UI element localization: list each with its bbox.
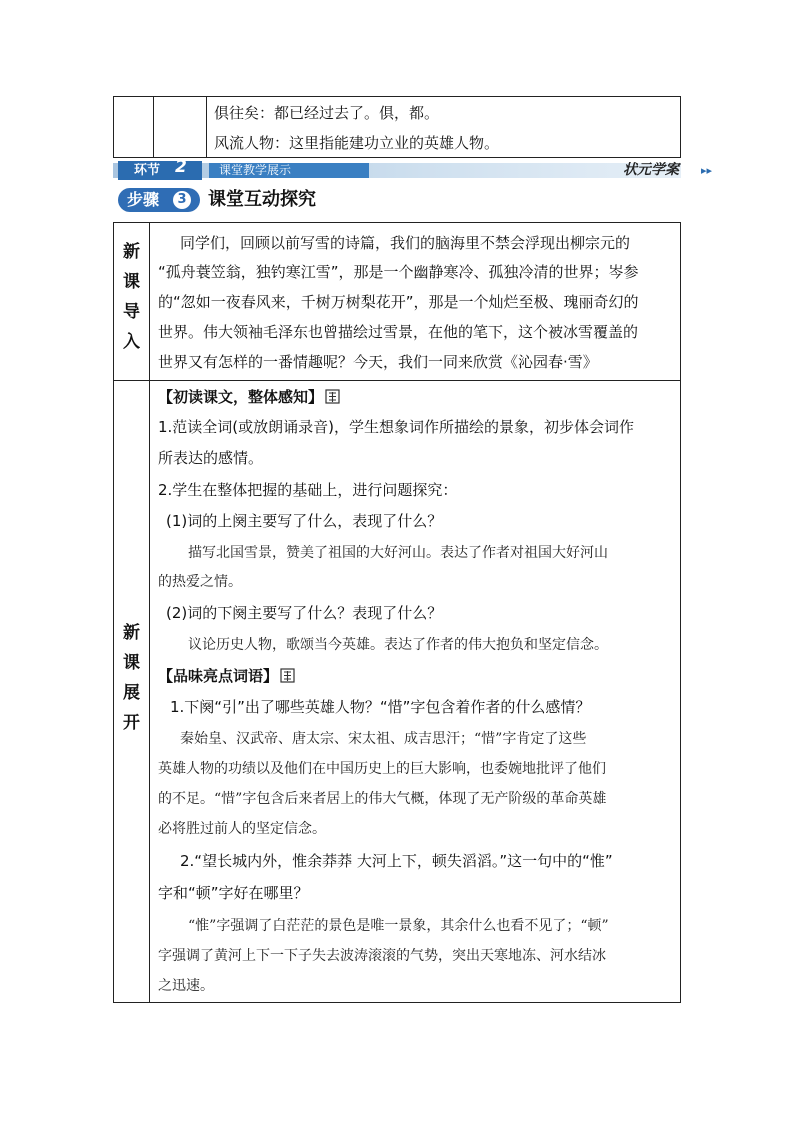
develop-label-char: 课 [123, 653, 140, 673]
question-2: (2)词的下阕主要写了什么？表现了什么？ [166, 604, 443, 622]
double-arrow-icon: ▸▸ [701, 164, 713, 177]
question-3: 1.下阕“引”出了哪些英雄人物？“惜”字包含着作者的什么感情？ [170, 698, 591, 716]
note-fengliurenwu: 风流人物：这里指能建功立业的英雄人物。 [214, 134, 500, 152]
section-title-word-appreciation [158, 665, 295, 686]
answer-3-line: 英雄人物的功绩以及他们在中国历史上的巨大影响，也委婉地批评了他们 [158, 761, 606, 777]
section-title-first-reading [158, 386, 340, 407]
intro-line: 同学们，回顾以前写雪的诗篇，我们的脑海里不禁会浮现出柳宗元的 [180, 234, 631, 252]
banner-show-label: 课堂教学展示 [209, 163, 369, 178]
item-1-line: 1.范读全词(或放朗诵录音)，学生想象词作所描绘的景象，初步体会词作 [158, 418, 635, 436]
row-divider [114, 380, 680, 381]
answer-4-line: “惟”字强调了白茫茫的景色是唯一景象，其余什么也看不见了；“顿” [188, 918, 609, 934]
answer-1-line: 描写北国雪景，赞美了祖国的大好河山。表达了作者对祖国大好河山 [188, 545, 608, 561]
section-title-text: 【初读课文，整体感知】 [158, 388, 324, 406]
answer-4-line: 之迅速。 [158, 978, 214, 994]
answer-4-line: 字强调了黄河上下一下子失去波涛滚滚的气势，突出天寒地冻、河水结冰 [158, 948, 606, 964]
top-table-cell-empty-1 [114, 97, 154, 157]
column-divider [149, 223, 150, 1002]
develop-label-char: 新 [123, 623, 140, 643]
brand-logo: 状元学案 [623, 162, 679, 178]
question-4-line: 字和“顿”字好在哪里？ [158, 884, 309, 902]
intro-label-char: 新 [123, 242, 140, 262]
intro-label-char: 课 [123, 272, 140, 292]
step-number: 3 [173, 191, 191, 209]
answer-3-line: 的不足。“惜”字包含后来者居上的伟大气概，体现了无产阶级的革命英雄 [158, 791, 607, 807]
develop-label-char: 开 [123, 713, 140, 733]
lesson-table [113, 222, 681, 1003]
intro-line: 世界又有怎样的一番情趣呢？今天，我们一同来欣赏《沁园春·雪》 [158, 353, 598, 371]
intro-label-char: 导 [123, 302, 140, 322]
develop-label-char: 展 [123, 683, 140, 703]
question-1: (1)词的上阕主要写了什么，表现了什么？ [166, 512, 443, 530]
develop-label [114, 618, 149, 738]
intro-line: 世界。伟大领袖毛泽东也曾描绘过雪景，在他的笔下，这个被冰雪覆盖的 [158, 323, 639, 341]
section-banner [113, 157, 713, 180]
answer-3-line: 秦始皇、汉武帝、唐太宗、宋太祖、成吉思汗；“惜”字肯定了这些 [180, 731, 587, 747]
intro-line: 的“忽如一夜春风来，千树万树梨花开”，那是一个灿烂至极、瑰丽奇幻的 [158, 293, 639, 311]
step-label: 步骤 [127, 190, 160, 209]
intro-label [114, 237, 149, 357]
note-juwangyi: 俱往矣：都已经过去了。俱，都。 [214, 104, 440, 122]
banner-huanjie-label: 环节 [134, 163, 161, 178]
top-table-cell-empty-2 [154, 97, 207, 157]
item-1-line: 所表达的感情。 [158, 449, 264, 467]
banner-number: 2 [175, 157, 187, 177]
answer-2: 议论历史人物，歌颂当今英雄。表达了作者的伟大抱负和坚定信念。 [188, 637, 608, 653]
item-2: 2.学生在整体把握的基础上，进行问题探究： [158, 481, 458, 499]
top-table [113, 96, 681, 158]
banner-huanjie [118, 157, 202, 180]
answer-3-line: 必将胜过前人的坚定信念。 [158, 821, 326, 837]
teacher-note-icon [325, 389, 340, 404]
section-title-text: 【品味亮点词语】 [158, 667, 279, 685]
step-title: 课堂互动探究 [208, 189, 316, 210]
intro-label-char: 入 [123, 332, 140, 352]
teacher-note-icon [280, 668, 295, 683]
intro-line: “孤舟蓑笠翁，独钓寒江雪”，那是一个幽静寒冷、孤独冷清的世界；岑参 [158, 263, 639, 281]
question-4-line: 2.“望长城内外，惟余莽莽 大河上下，顿失滔滔。”这一句中的“惟” [180, 852, 613, 870]
answer-1-line: 的热爱之情。 [158, 574, 242, 590]
